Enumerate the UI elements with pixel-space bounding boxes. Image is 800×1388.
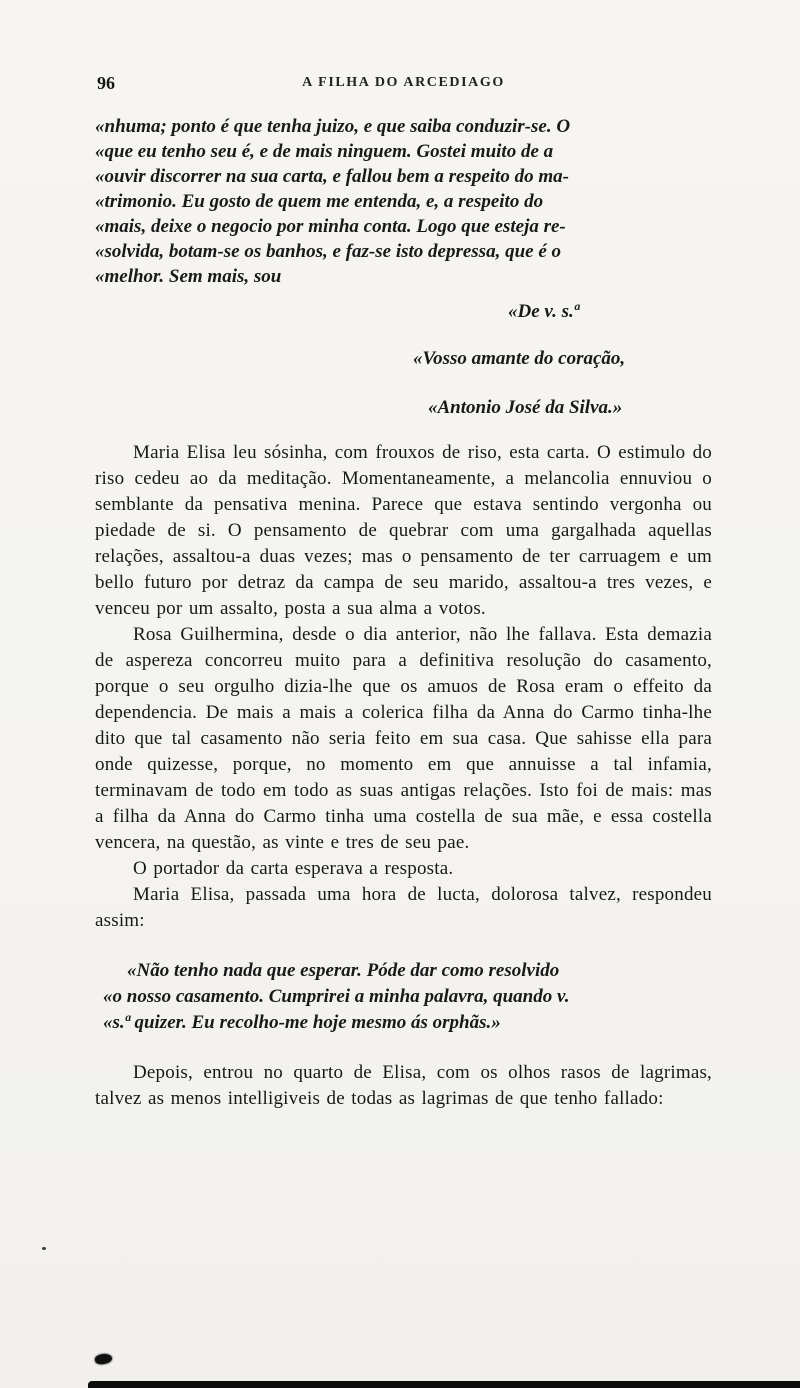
- paragraph: O portador da carta esperava a resposta.: [133, 858, 454, 879]
- text-line: «que eu tenho seu é, e de mais ninguem. Gostei muito de a: [95, 141, 554, 162]
- paragraph: Rosa Guilhermina, desde o dia anterior, não lhe fallava. Esta demazia de aspereza concorreu muito para a definitiva resolução do casamento, porque o seu orgulho dizia-lhe que os amuos de Rosa eram o effeito da dependencia. De mais a mais a colerica filha da Anna do Carmo tinha-lhe dito que tal casamento não seria feito em sua casa. Que sahisse ella para onde quizesse, porque, no momento em que annuisse a tal infamia, terminavam de todo em todo as suas antigas relações. Isto foi de mais: mas a filha da Anna do Carmo tinha uma costella de sua mãe, e essa costella vencera, na questão, as vinte e tres de seu pae.: [95, 624, 712, 853]
- letter-excerpt: [95, 114, 712, 420]
- text-line: «solvida, botam-se os banhos, e faz-se isto depressa, que é o: [95, 241, 562, 262]
- text-line: «ouvir discorrer na sua carta, e fallou bem a respeito do ma-: [95, 166, 569, 187]
- signature-line-closing: «Vosso amante do coração,: [413, 348, 626, 369]
- text-line: «trimonio. Eu gosto de quem me entenda, e, a respeito do: [95, 191, 544, 212]
- text-line: «s.ª quizer. Eu recolho-me hoje mesmo ás orphãs.»: [103, 1012, 501, 1033]
- scan-speck: [42, 1247, 46, 1250]
- signature-line-name: «Antonio José da Silva.»: [428, 397, 623, 418]
- letter-signature: [95, 299, 712, 420]
- paragraph: Maria Elisa, passada uma hora de lucta, dolorosa talvez, respondeu assim:: [95, 884, 712, 931]
- narrative-paragraphs: [95, 440, 712, 934]
- text-line: «melhor. Sem mais, sou: [95, 266, 282, 287]
- closing-paragraph: Depois, entrou no quarto de Elisa, com os olhos rasos de lagrimas, talvez as menos intelligiveis de todas as lagrimas de que tenho fallado:: [95, 1062, 712, 1109]
- signature-line-valediction: «De v. s.ª: [508, 301, 579, 322]
- letter-body: [95, 114, 712, 289]
- text-line: «o nosso casamento. Cumprirei a minha palavra, quando v.: [103, 986, 570, 1007]
- reply-letter: [95, 958, 712, 1036]
- text-line: «mais, deixe o negocio por minha conta. Logo que esteja re-: [95, 216, 566, 237]
- page-number: 96: [97, 73, 115, 93]
- paragraph: Maria Elisa leu sósinha, com frouxos de riso, esta carta. O estimulo do riso cedeu ao da meditação. Momentaneamente, a melancolia ennuviou o semblante da pensativa menina. Parece que estava sentindo vergonha ou piedade de si. O pensamento de quebrar com uma gargalhada aquellas relações, assaltou-a duas vezes; mas o pensamento de ter carruagem e um bello futuro por detraz da campa de seu marido, assaltou-a tres vezes, e venceu por um assalto, posta a sua alma a votos.: [95, 442, 712, 619]
- scan-edge-bar: [88, 1381, 800, 1388]
- running-title: A FILHA DO ARCEDIAGO: [302, 75, 505, 90]
- page-header: [95, 72, 712, 94]
- text-line: «Não tenho nada que esperar. Póde dar como resolvido: [127, 960, 560, 981]
- text-line: «nhuma; ponto é que tenha juizo, e que saiba conduzir-se. O: [95, 116, 571, 137]
